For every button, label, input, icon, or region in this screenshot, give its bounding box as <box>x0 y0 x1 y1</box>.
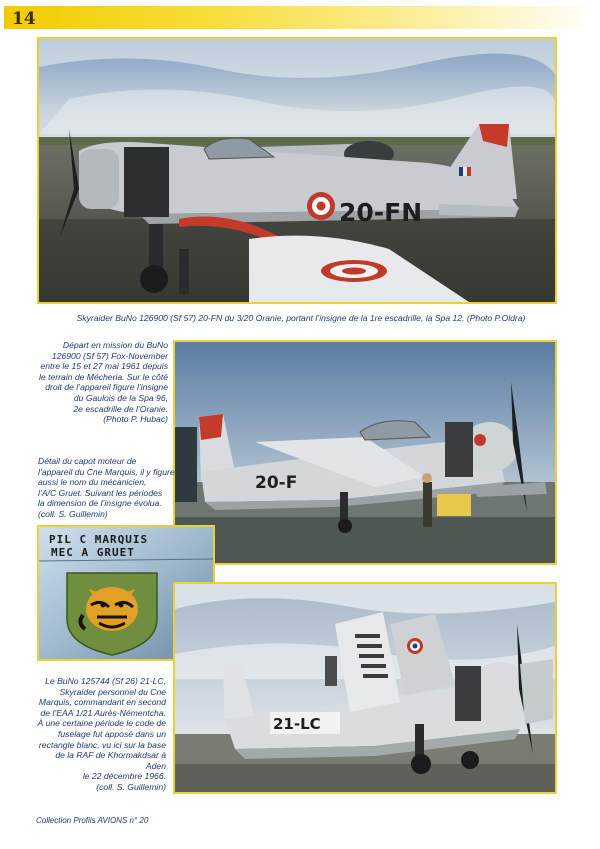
caption-line: la dimension de l’insigne évolua. <box>38 498 162 509</box>
photo-2-image <box>175 342 555 563</box>
page-header-bar <box>4 6 596 29</box>
caption-line: droit de l’appareil figure l’insigne <box>45 382 168 393</box>
caption-line: Skyraider personnel du Cne <box>59 686 166 697</box>
photo-skyraider-mecheria <box>173 340 557 565</box>
photo-2-aircraft-code: 20-F <box>255 473 298 493</box>
caption-line: du Gaulois de la Spa 96, <box>73 392 168 403</box>
photo-1-image <box>39 39 555 302</box>
caption-line: Détail du capot moteur de <box>38 456 137 466</box>
caption-line: Le BuNo 125744 (Sf 26) 21-LC, <box>45 676 166 686</box>
caption-line: entre le 15 et 27 mai 1961 depuis <box>40 361 168 372</box>
caption-line: le terrain de Mécheria. Sur le côté <box>39 371 168 382</box>
caption-line: (coll. S. Guillemin) <box>96 781 166 792</box>
cowl-text-pilot: PIL C MARQUIS <box>49 533 149 546</box>
photo-2-caption <box>38 340 168 425</box>
photo-skyraider-21lc <box>173 582 557 794</box>
photo-4-image <box>175 584 555 792</box>
page-number: 14 <box>12 9 36 29</box>
caption-line: À une certaine période le code de <box>37 718 166 729</box>
caption-line: Marquis, commandant en second <box>38 697 166 708</box>
caption-line: 126900 (Sf 57) Fox-November <box>51 350 168 361</box>
caption-line: l’appareil du Cne Marquis, il y figure <box>38 466 175 477</box>
caption-line: (Photo P. Hubac) <box>103 414 168 425</box>
photo-4-caption <box>36 676 166 793</box>
caption-line: le 22 décembre 1966. <box>82 771 166 782</box>
caption-line: fuselage fut apposé dans un <box>58 728 166 739</box>
caption-line: 2e escadrille de l’Oranie. <box>73 403 168 414</box>
photo-1-aircraft-code: 20-FN <box>339 198 423 227</box>
caption-line: rectangle blanc, vu ici sur la base <box>38 739 166 750</box>
caption-line: de la RAF de Khormakdsar à Aden <box>55 750 166 771</box>
caption-line: Départ en mission du BuNo <box>62 340 168 350</box>
caption-line: l’A/C Gruet. Suivant les périodes <box>38 487 163 498</box>
photo-3-caption <box>38 456 178 520</box>
footer-collection: Collection Profils AVIONS n° 20 <box>36 816 149 825</box>
caption-line: (coll. S. Guillemin) <box>38 508 108 519</box>
photo-skyraider-20fn <box>37 37 557 304</box>
photo-1-caption: Skyraider BuNo 126900 (Sf 57) 20-FN du 3/20 Oranie, portant l’insigne de la 1re escadrille, la Spa 12. (Photo P.Oldra) <box>76 313 526 323</box>
caption-line: de l’EAA 1/21 Aurès-Némentcha. <box>40 707 166 718</box>
photo-4-aircraft-code: 21-LC <box>273 715 321 733</box>
caption-line: aussi le nom du mécanicien, <box>38 477 147 488</box>
cowl-text-mechanic: MEC A GRUET <box>51 546 135 559</box>
